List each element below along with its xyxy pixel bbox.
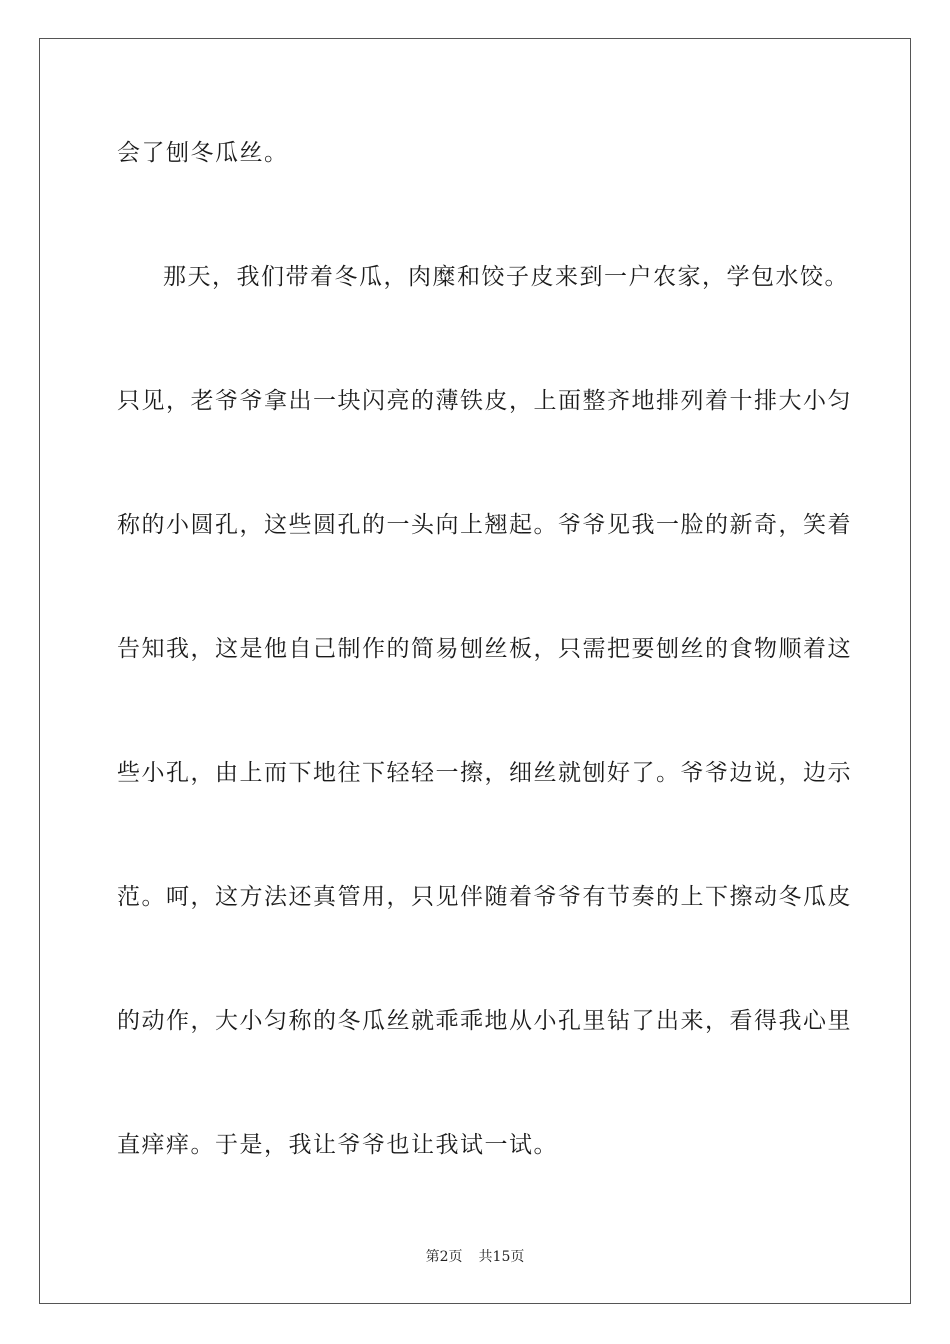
body-text-line: 告知我，这是他自己制作的简易刨丝板，只需把要刨丝的食物顺着这	[117, 636, 852, 662]
page-footer	[0, 1248, 950, 1266]
page-border	[39, 38, 911, 1304]
body-text-line: 会了刨冬瓜丝。	[117, 140, 289, 166]
body-text-line: 那天，我们带着冬瓜，肉糜和饺子皮来到一户农家，学包水饺。	[163, 264, 849, 290]
body-text-line: 称的小圆孔，这些圆孔的一头向上翘起。爷爷见我一脸的新奇，笑着	[117, 512, 852, 538]
body-text-line: 的动作，大小匀称的冬瓜丝就乖乖地从小孔里钻了出来，看得我心里	[117, 1008, 852, 1034]
total-pages: 共15页	[478, 1249, 525, 1265]
body-text-line: 范。呵，这方法还真管用，只见伴随着爷爷有节奏的上下擦动冬瓜皮	[117, 884, 852, 910]
body-text-line: 些小孔，由上而下地往下轻轻一擦，细丝就刨好了。爷爷边说，边示	[117, 760, 852, 786]
body-text-line: 只见，老爷爷拿出一块闪亮的薄铁皮，上面整齐地排列着十排大小匀	[117, 388, 852, 414]
body-text-line: 直痒痒。于是，我让爷爷也让我试一试。	[117, 1132, 558, 1158]
page-number: 第2页	[425, 1249, 463, 1265]
